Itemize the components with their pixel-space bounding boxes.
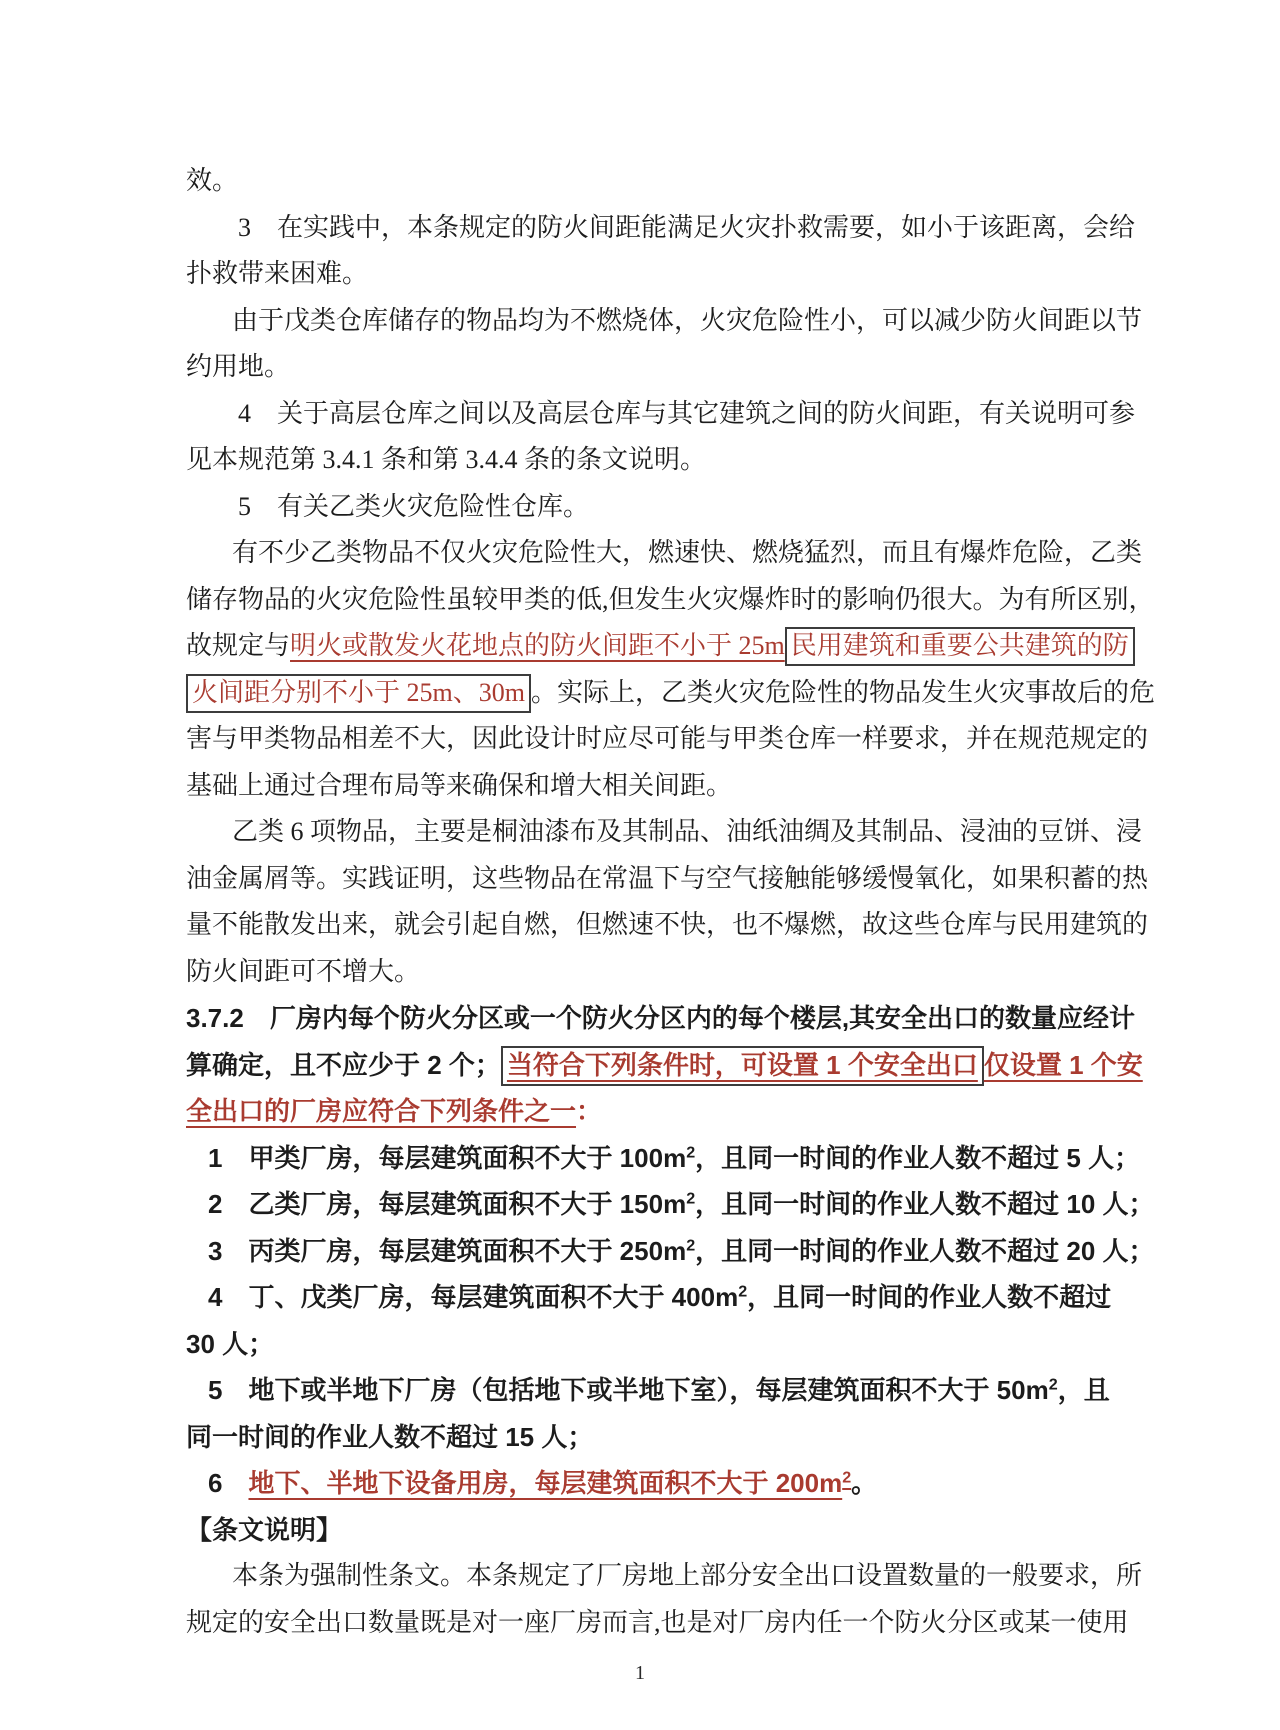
text-run: 算确定，且不应少于 2 个； — [186, 1049, 501, 1080]
text-run: 量不能散发出来，就会引起自燃，但燃速不快，也不爆燃，故这些仓库与民用建筑的 — [186, 910, 1149, 939]
revision-inserted-text: 仅设置 1 个安 — [983, 1049, 1143, 1080]
text-run: 1 甲类厂房，每层建筑面积不大于 100m — [208, 1142, 687, 1173]
explanation-text-line — [186, 949, 1122, 996]
clause-372-heading-line — [186, 995, 1136, 1042]
explanation-text-line — [186, 1600, 1129, 1647]
text-run: ，且同一时间的作业人数不超过 10 人； — [695, 1189, 1155, 1219]
revision-inserted-text: 2 — [842, 1468, 852, 1487]
text-run: 扑救带来困难。 — [186, 259, 369, 288]
text-run: 3.7.2 厂房内每个防火分区或一个防火分区内的每个楼层,其安全出口的数量应经计 — [186, 1003, 1136, 1033]
explanation-text-line-with-revision — [186, 623, 1129, 670]
text-run: 。 — [851, 1468, 878, 1498]
explanation-section-header-line — [186, 1507, 1122, 1554]
text-run: 基础上通过合理布局等来确保和增大相关间距。 — [186, 770, 733, 800]
explanation-text-line — [186, 158, 1122, 205]
text-run: 4 丁、戊类厂房，每层建筑面积不大于 400m — [208, 1282, 739, 1312]
text-run: 储存物品的火灾危险性虽较甲类的低,但发生火灾爆炸时的影响仍很大。为有所区别， — [186, 584, 1155, 614]
revision-inserted-text: 全出口的厂房应符合下列条件之一 — [186, 1096, 577, 1126]
text-run: 乙类 6 项物品，主要是桐油漆布及其制品、油纸油绸及其制品、浸油的豆饼、浸 — [232, 817, 1143, 846]
revision-boxed-text: 火间距分别不小于 25m、30m — [186, 674, 531, 713]
text-run: 油金属屑等。实践证明，这些物品在常温下与空气接触能够缓慢氧化，如果积蓄的热 — [186, 863, 1149, 893]
explanation-text-line — [186, 251, 1122, 298]
explanation-text-line — [186, 437, 1122, 484]
clause-372-text-line-with-revision — [186, 1042, 1143, 1089]
text-run: 规定的安全出口数量既是对一座厂房而言,也是对厂房内任一个防火分区或某一使用 — [186, 1607, 1129, 1637]
text-run: 30 人； — [186, 1328, 275, 1359]
text-run: 2 — [738, 1282, 748, 1301]
explanation-text-line — [186, 344, 1122, 391]
text-run: ，且同一时间的作业人数不超过 20 人； — [695, 1235, 1155, 1266]
explanation-item-3-line — [186, 205, 1136, 252]
text-run: ，且 — [1057, 1375, 1110, 1405]
text-run: 故规定与 — [186, 631, 291, 660]
explanation-text-line — [186, 856, 1149, 903]
clause-item-5-line — [186, 1367, 1122, 1414]
explanation-text-line — [186, 809, 1143, 856]
explanation-text-line — [186, 716, 1149, 763]
clause-item-1-line — [186, 1135, 1141, 1182]
clause-item-6-line-with-revision — [186, 1460, 1122, 1507]
text-run: 【条文说明】 — [186, 1514, 343, 1545]
revision-boxed-text: 民用建筑和重要公共建筑的防 — [785, 627, 1135, 666]
revision-inserted-text: 地下、半地下设备用房，每层建筑面积不大于 200m — [248, 1468, 843, 1498]
text-run: 。实际上，乙类火灾危险性的物品发生火灾事故后的危 — [530, 677, 1155, 707]
text-run: 3 在实践中，本条规定的防火间距能满足火灾扑救需要，如小于该距离，会给 — [238, 212, 1136, 242]
explanation-text-line — [186, 530, 1143, 577]
text-run: 4 关于高层仓库之间以及高层仓库与其它建筑之间的防火间距，有关说明可参 — [238, 398, 1136, 428]
clause-item-5-continuation-line — [186, 1414, 1122, 1461]
text-run: 2 — [686, 1142, 696, 1161]
explanation-text-line — [186, 1553, 1143, 1600]
revision-inserted-text: 明火或散发火花地点的防火间距不小于 25m — [290, 631, 785, 660]
explanation-item-5-line — [186, 484, 1122, 531]
revision-inserted-text: ： — [576, 1096, 603, 1126]
text-run: 同一时间的作业人数不超过 15 人； — [186, 1421, 594, 1452]
explanation-text-line-with-revision — [186, 670, 1155, 717]
clause-item-3-line — [186, 1228, 1155, 1275]
text-run: 2 乙类厂房，每层建筑面积不大于 150m — [208, 1189, 687, 1219]
explanation-text-line — [186, 902, 1149, 949]
text-run: 有不少乙类物品不仅火灾危险性大，燃速快、燃烧猛烈，而且有爆炸危险，乙类 — [232, 538, 1143, 567]
revision-boxed-text: 当符合下列条件时，可设置 1 个安全出口 — [501, 1046, 984, 1086]
clause-item-4-continuation-line — [186, 1321, 1122, 1368]
page-number: 1 — [635, 1662, 645, 1684]
explanation-item-4-line — [186, 391, 1136, 438]
clause-item-2-line — [186, 1181, 1155, 1228]
text-run: ，且同一时间的作业人数不超过 — [747, 1282, 1112, 1312]
text-run: 3 丙类厂房，每层建筑面积不大于 250m — [208, 1235, 687, 1266]
text-run: 害与甲类物品相差不大，因此设计时应尽可能与甲类仓库一样要求，并在规范规定的 — [186, 724, 1149, 753]
text-run: 效。 — [186, 166, 239, 195]
text-run: 5 地下或半地下厂房（包括地下或半地下室），每层建筑面积不大于 50m — [208, 1375, 1049, 1405]
clause-item-4-line — [186, 1274, 1122, 1321]
text-run: 2 — [686, 1235, 696, 1254]
explanation-text-line — [186, 577, 1155, 624]
text-run: 2 — [1048, 1375, 1058, 1394]
text-run: 5 有关乙类火灾危险性仓库。 — [238, 491, 590, 521]
text-run: 约用地。 — [186, 352, 291, 381]
text-run: 见本规范第 3.4.1 条和第 3.4.4 条的条文说明。 — [186, 445, 707, 474]
text-run: 由于戊类仓库储存的物品均为不燃烧体，火灾危险性小，可以减少防火间距以节 — [232, 305, 1143, 335]
text-run: 2 — [686, 1189, 696, 1208]
explanation-text-line — [186, 298, 1143, 345]
text-run: 6 — [208, 1468, 249, 1498]
text-run: 本条为强制性条文。本条规定了厂房地上部分安全出口设置数量的一般要求，所 — [232, 1561, 1143, 1590]
text-run: 防火间距可不增大。 — [186, 956, 421, 986]
explanation-text-line — [186, 763, 1122, 810]
clause-372-text-line-with-revision — [186, 1088, 1122, 1135]
text-run: ，且同一时间的作业人数不超过 5 人； — [695, 1142, 1141, 1173]
